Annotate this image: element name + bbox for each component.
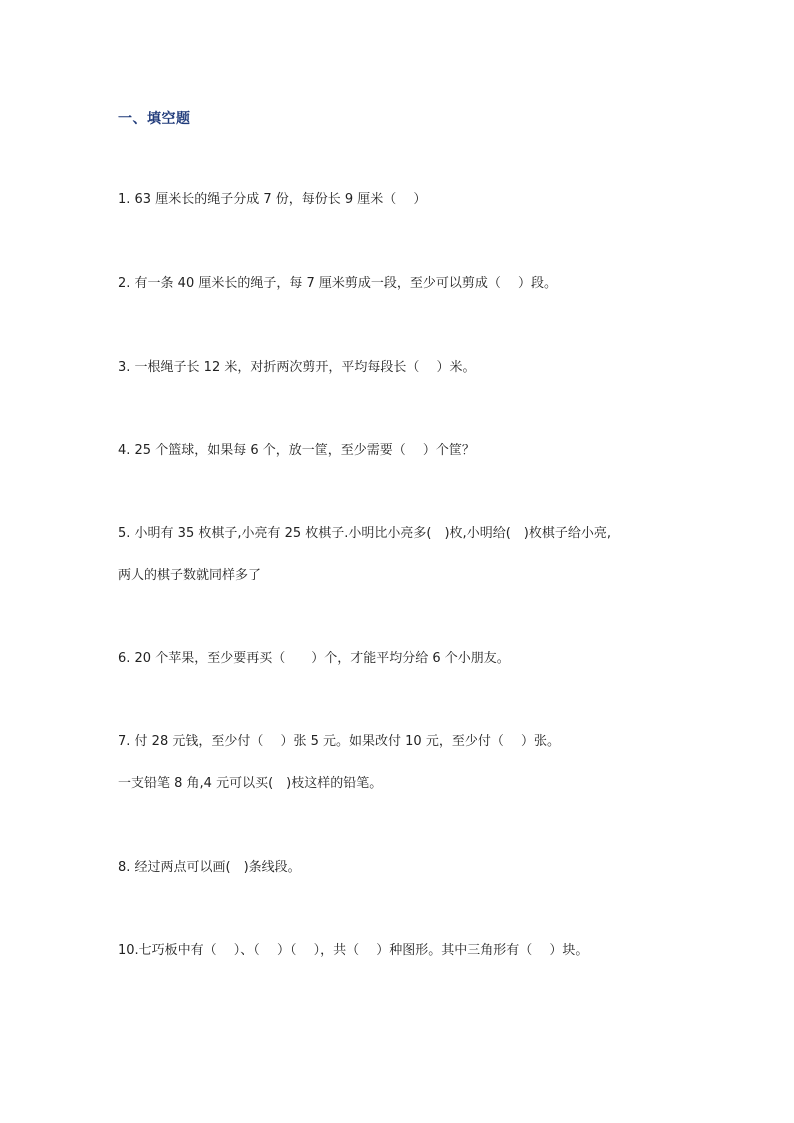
question-4: 4. 25 个篮球，如果每 6 个，放一筐，至少需要（ ）个筐？	[118, 443, 475, 458]
section-title: 一、填空题	[118, 111, 191, 127]
question-6: 6. 20 个苹果，至少要再买（ ）个，才能平均分给 6 个小朋友。	[118, 651, 510, 666]
question-10: 10.七巧板中有（ ）、（ ）（ ），共（ ）种图形。其中三角形有（ ）块。	[118, 943, 589, 958]
question-1: 1. 63 厘米长的绳子分成 7 份，每份长 9 厘米（ ）	[118, 192, 427, 207]
question-7-line-2: 一支铅笔 8 角,4 元可以买( )枝这样的铅笔。	[118, 776, 383, 791]
question-2: 2. 有一条 40 厘米长的绳子，每 7 厘米剪成一段，至少可以剪成（ ）段。	[118, 276, 558, 291]
question-7-line-1: 7. 付 28 元钱，至少付（ ）张 5 元。如果改付 10 元，至少付（ ）张。	[118, 734, 560, 749]
question-5-line-1: 5. 小明有 35 枚棋子,小亮有 25 枚棋子.小明比小亮多( )枚,小明给( )枚棋子给小亮,	[118, 526, 611, 541]
question-5-line-2: 两人的棋子数就同样多了	[118, 568, 262, 583]
question-3: 3. 一根绳子长 12 米，对折两次剪开，平均每段长（ ）米。	[118, 360, 476, 375]
question-8: 8. 经过两点可以画( )条线段。	[118, 860, 301, 875]
